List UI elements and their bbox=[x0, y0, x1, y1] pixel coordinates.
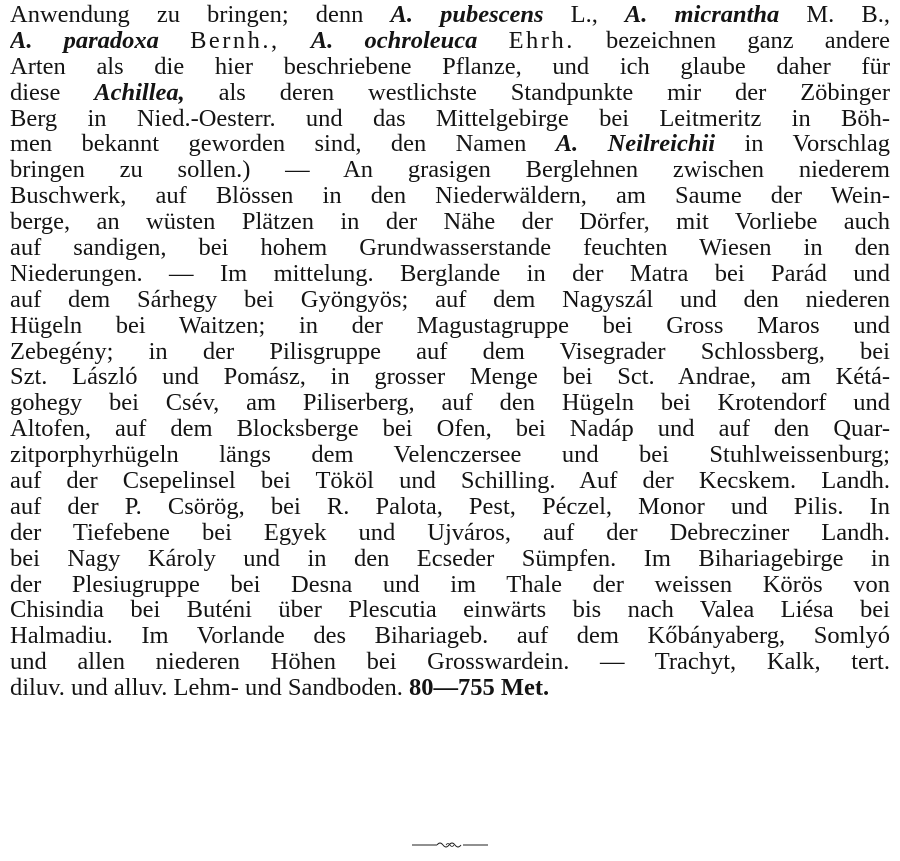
text-segment bbox=[477, 28, 508, 54]
text-line bbox=[10, 546, 890, 572]
text-segment bbox=[159, 28, 190, 54]
text-segment: gohegy bei Csév, am Piliserberg, auf den Hügeln bei Krotendorf und bbox=[10, 390, 890, 417]
text-segment: Chisindia bei Buténi über Plescutia einwärts bis nach Valea Liésa bei bbox=[10, 597, 890, 624]
italic-taxon-name: A. micrantha bbox=[624, 2, 780, 28]
text-segment: bringen zu sollen.) — An grasigen Berglehnen zwischen niederem bbox=[10, 157, 890, 184]
text-segment: zitporphyrhügeln längs dem Velenczersee und bei Stuhlweissenburg; bbox=[10, 442, 890, 469]
text-line bbox=[10, 287, 890, 313]
text-segment: Hügeln bei Waitzen; in der Magustagruppe bei Gross Maros und bbox=[10, 312, 890, 339]
text-line bbox=[10, 597, 890, 623]
text-line bbox=[10, 183, 890, 209]
text-segment: M. B., bbox=[779, 2, 890, 28]
text-line bbox=[10, 106, 890, 132]
text-segment: L., bbox=[543, 2, 625, 28]
text-segment: Berg in Nied.-Oesterr. und das Mittelgebirge bei Leitmeritz in Böh- bbox=[10, 105, 890, 132]
text-line bbox=[10, 157, 890, 183]
text-segment: Arten als die hier beschriebene Pflanze, und ich glaube daher für bbox=[10, 53, 890, 80]
text-segment: auf der Csepelinsel bei Tököl und Schilling. Auf der Kecskem. Landh. bbox=[10, 468, 890, 494]
text-line bbox=[10, 520, 890, 546]
text-segment: auf der P. Csörög, bei R. Palota, Pest, Péczel, Monor und Pilis. In bbox=[10, 493, 890, 520]
text-line bbox=[10, 80, 890, 106]
text-line bbox=[10, 2, 890, 28]
text-line bbox=[10, 131, 890, 157]
spaced-author-name: Ehrh. bbox=[508, 27, 575, 54]
italic-taxon-name: A. pubescens bbox=[390, 2, 544, 28]
text-line bbox=[10, 675, 890, 701]
text-segment: und allen niederen Höhen bei Grosswardein. — Trachyt, Kalk, tert. bbox=[10, 649, 890, 676]
body-paragraph bbox=[10, 2, 890, 701]
text-line bbox=[10, 54, 890, 80]
text-page bbox=[10, 2, 890, 701]
text-line bbox=[10, 390, 890, 416]
text-segment: Zebegény; in der Pilisgruppe auf dem Visegrader Schlossberg, bei bbox=[10, 338, 890, 365]
text-segment: men bekannt geworden sind, den Namen bbox=[10, 131, 556, 158]
text-segment: bezeichnen ganz andere bbox=[574, 27, 890, 54]
text-line bbox=[10, 339, 890, 365]
text-segment: Halmadiu. Im Vorlande des Bihariageb. auf dem Kőbányaberg, Somlyó bbox=[10, 623, 890, 650]
text-segment: auf sandigen, bei hohem Grundwasserstande feuchten Wiesen in den bbox=[10, 235, 890, 261]
text-segment: der Tiefebene bei Egyek und Ujváros, auf der Debrecziner Landh. bbox=[10, 519, 890, 546]
text-line bbox=[10, 649, 890, 675]
ornament-svg bbox=[412, 840, 488, 850]
text-line bbox=[10, 28, 890, 54]
spaced-author-name: Bernh., bbox=[190, 27, 280, 54]
text-line bbox=[10, 235, 890, 261]
text-line bbox=[10, 261, 890, 287]
text-segment: als deren westlichste Standpunkte mir der Zöbinger bbox=[184, 79, 890, 106]
italic-taxon-name: A. Neilreichii bbox=[555, 131, 716, 158]
text-line bbox=[10, 494, 890, 520]
decorative-rule-ornament-icon bbox=[0, 837, 900, 847]
text-segment: Anwendung zu bringen; denn bbox=[10, 2, 391, 28]
text-segment: der Plesiugruppe bei Desna und im Thale der weissen Körös von bbox=[10, 571, 890, 598]
text-segment: in Vorschlag bbox=[715, 131, 890, 158]
bold-text: 80—755 Met. bbox=[408, 675, 550, 702]
text-line bbox=[10, 468, 890, 494]
text-line bbox=[10, 364, 890, 390]
text-line bbox=[10, 442, 890, 468]
text-segment: Niederungen. — Im mittelung. Berglande in der Matra bei Parád und bbox=[10, 260, 890, 287]
text-segment: Altofen, auf dem Blocksberge bei Ofen, bei Nadáp und auf den Quar- bbox=[10, 416, 890, 443]
text-segment: diese bbox=[10, 79, 95, 106]
text-line bbox=[10, 572, 890, 598]
text-segment bbox=[280, 28, 311, 54]
text-line bbox=[10, 209, 890, 235]
italic-taxon-name: A. ochroleuca bbox=[310, 27, 478, 54]
text-line bbox=[10, 623, 890, 649]
italic-taxon-name: A. paradoxa bbox=[10, 27, 159, 54]
italic-taxon-name: Achillea, bbox=[94, 79, 185, 106]
text-segment: diluv. und alluv. Lehm- und Sandboden. bbox=[10, 675, 409, 702]
text-line bbox=[10, 313, 890, 339]
text-line bbox=[10, 416, 890, 442]
text-segment: bei Nagy Károly und in den Ecseder Sümpfen. Im Bihariagebirge in bbox=[10, 545, 890, 572]
text-segment: Buschwerk, auf Blössen in den Niederwäldern, am Saume der Wein- bbox=[10, 183, 890, 210]
text-segment: auf dem Sárhegy bei Gyöngyös; auf dem Nagyszál und den niederen bbox=[10, 286, 890, 313]
text-segment: berge, an wüsten Plätzen in der Nähe der Dörfer, mit Vorliebe auch bbox=[10, 209, 890, 236]
text-segment: Szt. László und Pomász, in grosser Menge bei Sct. Andrae, am Kétá- bbox=[10, 364, 890, 391]
